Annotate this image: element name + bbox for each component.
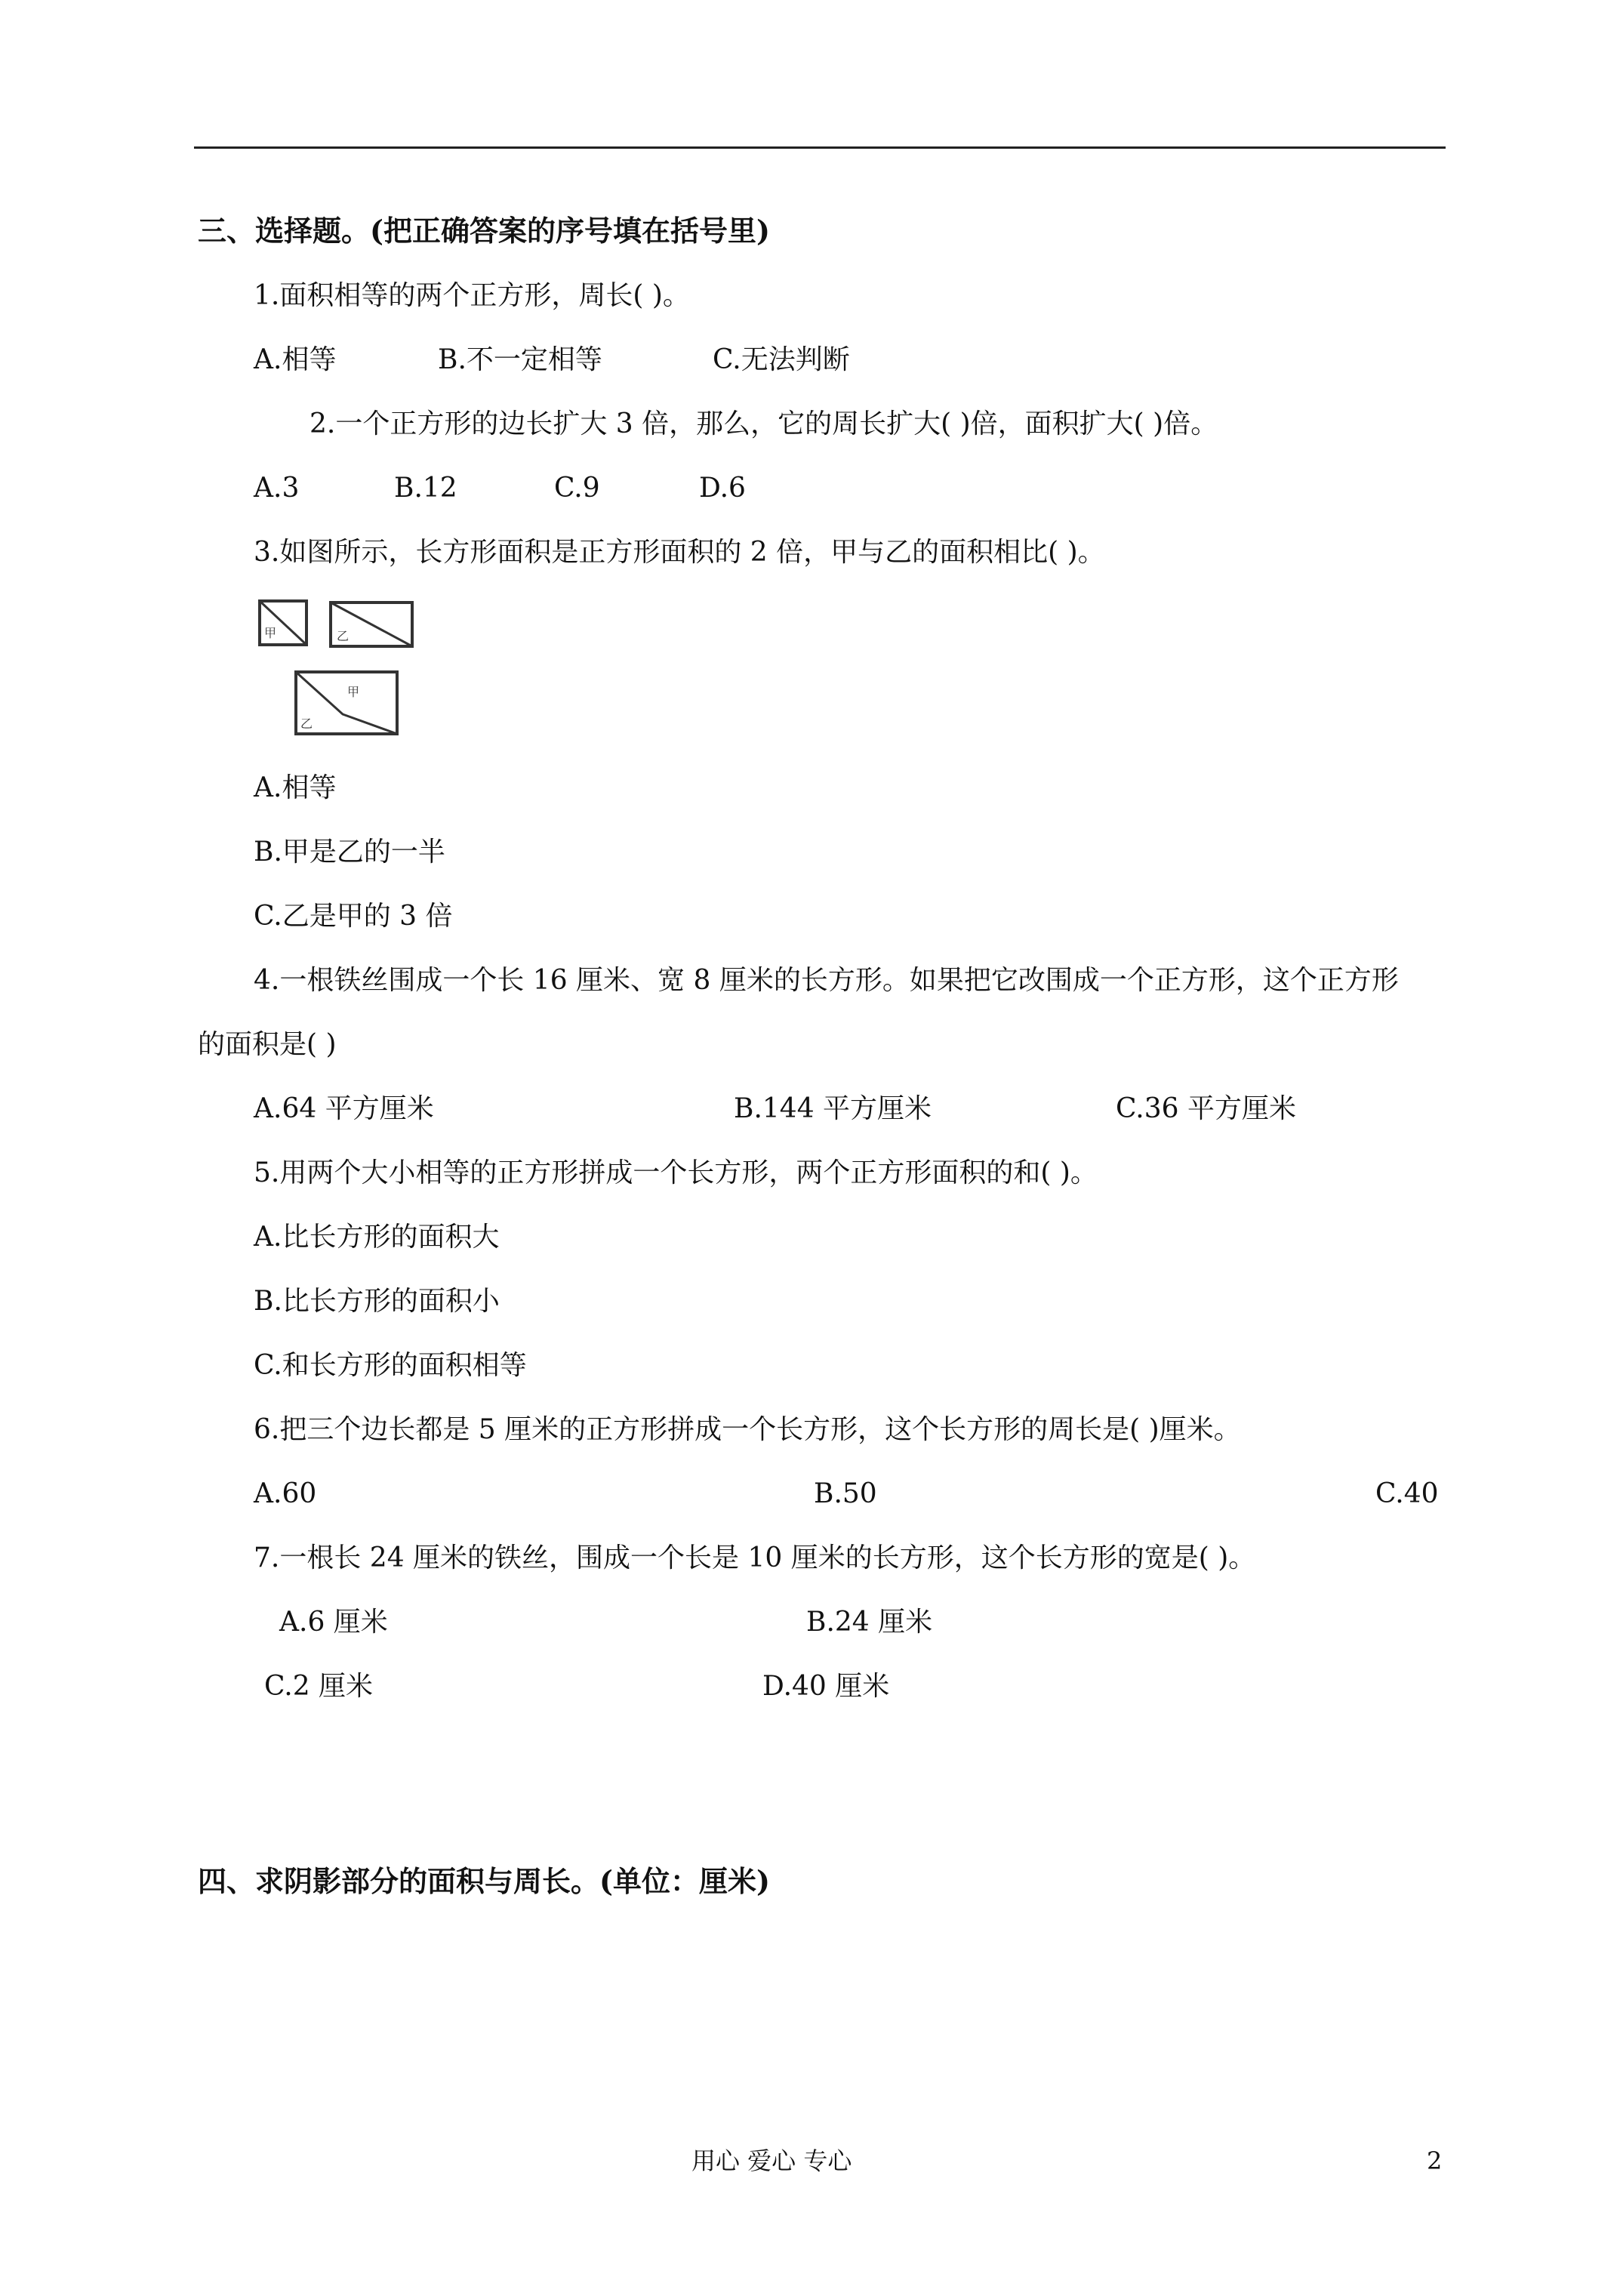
q6-option-a: A.60 — [254, 1478, 317, 1509]
q6-text: 6.把三个边长都是 5 厘米的正方形拼成一个长方形，这个长方形的周长是( )厘米。 — [254, 1414, 1241, 1445]
page-number: 2 — [1427, 2147, 1443, 2175]
q4-option-c: C.36 平方厘米 — [1116, 1093, 1296, 1124]
q5-option-c: C.和长方形的面积相等 — [254, 1350, 527, 1381]
q7-option-b: B.24 厘米 — [806, 1607, 933, 1638]
q3-option-b: B.甲是乙的一半 — [254, 837, 445, 868]
q5-text: 5.用两个大小相等的正方形拼成一个长方形，两个正方形面积的和( )。 — [254, 1157, 1098, 1188]
q2-option-d: D.6 — [699, 473, 746, 504]
q4-option-b: B.144 平方厘米 — [734, 1093, 932, 1124]
q3-option-a: A.相等 — [254, 772, 337, 803]
q3-label-yi-rect: 乙 — [337, 629, 350, 643]
q5-option-b: B.比长方形的面积小 — [254, 1286, 500, 1317]
q1-option-c: C.无法判断 — [713, 344, 850, 375]
q4-text-line1: 4.一根铁丝围成一个长 16 厘米、宽 8 厘米的长方形。如果把它改围成一个正方形，这个正方形 — [254, 965, 1399, 996]
q4-option-a: A.64 平方厘米 — [254, 1093, 434, 1124]
q1-option-a: A.相等 — [254, 344, 337, 375]
section4-heading: 四、求阴影部分的面积与周长。(单位：厘米) — [198, 1864, 770, 1898]
q2-option-c: C.9 — [554, 473, 600, 504]
q1-text: 1.面积相等的两个正方形，周长( )。 — [254, 280, 690, 311]
q3-label-yi-large: 乙 — [300, 717, 313, 731]
q6-option-c: C.40 — [1375, 1478, 1439, 1509]
q7-option-a: A.6 厘米 — [279, 1607, 388, 1638]
q2-option-b: B.12 — [394, 473, 457, 504]
q7-option-c: C.2 厘米 — [264, 1671, 374, 1702]
q3-label-jia-square: 甲 — [264, 626, 277, 640]
q4-text-line2: 的面积是( ) — [198, 1029, 337, 1060]
q3-text: 3.如图所示，长方形面积是正方形面积的 2 倍，甲与乙的面积相比( )。 — [254, 537, 1105, 568]
header-rule — [194, 146, 1446, 149]
q1-option-b: B.不一定相等 — [438, 344, 602, 375]
q2-text: 2.一个正方形的边长扩大 3 倍，那么，它的周长扩大( )倍，面积扩大( )倍。 — [310, 408, 1218, 439]
q2-option-a: A.3 — [254, 473, 300, 504]
q5-option-a: A.比长方形的面积大 — [254, 1222, 500, 1253]
q3-figure — [249, 590, 423, 741]
q6-option-b: B.50 — [814, 1478, 877, 1509]
q3-option-c: C.乙是甲的 3 倍 — [254, 901, 453, 932]
q7-option-d: D.40 厘米 — [762, 1671, 890, 1702]
q3-label-jia-large: 甲 — [347, 685, 360, 699]
q7-text: 7.一根长 24 厘米的铁丝，围成一个长是 10 厘米的长方形，这个长方形的宽是( )。 — [254, 1542, 1256, 1573]
section3-heading: 三、选择题。(把正确答案的序号填在括号里) — [198, 214, 770, 248]
footer-motto: 用心 爱心 专心 — [691, 2147, 852, 2175]
